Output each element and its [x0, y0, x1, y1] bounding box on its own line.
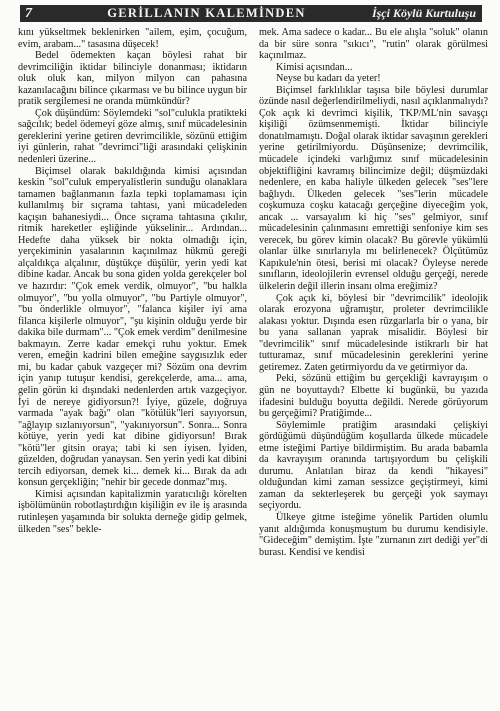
paragraph: Söylemimle pratiğim arasındaki çelişkiyi gördüğümü düşündüğüm koşullarda ülkede mücadele etme isteğimi Partiye bildirmiştim. Bu arada babamla da kavrayışım oranında tartışıyordum bu çelişkili durumu. Anlatılan biraz da kendi "hikayesi" olduğundan kimi zaman sessizce geçiştirmeyi, kimi zaman da sekterleşerek bu gerçeği yok saymayı seçiyordu. [259, 419, 488, 512]
page-number: 7 [25, 5, 32, 21]
section-title: GERİLLANIN KALEMİNDEN [107, 6, 306, 20]
publication-name: İşçi Köylü Kurtuluşu [371, 6, 476, 20]
paragraph: Kimisi açısından... [276, 61, 353, 73]
paragraph: Peki, sözünü ettiğim bu gerçekliği kavrayışım o gün ne boyuttaydı? Elbette ki bugünkü, bu yazıda ifadesini bulduğu boyutta değildi. Nerede görüyorum bu gerçeğimi? Pratiğimde... [259, 373, 488, 420]
paragraph: kını yükseltmek beklenirken "ailem, eşim, çocuğum, evim, arabam..." tasasına düşecek! [18, 27, 247, 50]
paragraph: Neyse bu kadarı da yeter! [276, 73, 381, 85]
page-header-bar [20, 5, 482, 22]
paragraph: Ülkeye gitme isteğime yönelik Partiden olumlu yanıt aldığımda konuşmuştum bu durumu kendisiyle. "Gideceğim" demiştim. İşte "zurnanın zırt dediği yer"di burası. Kendisi ve kendisi [259, 511, 488, 558]
paragraph: Kimisi açısından kapitalizmin yaratıcılığı körelten işbölümünün robotlaştırdığın kişiliğin ev ile iş arasında rutinleşen yaşamında bir solukta derneğe gidip gelmek, ülkeden "ses" bekle- [18, 488, 247, 535]
paragraph: Çok açık ki, böylesi bir "devrimcilik" ideolojik olarak erozyona uğramıştır, proleter devrimcilikle alakası yoktur. Dışında esen rüzgarlarla bir o yana, bir bu yana sallanan yaprak misalidir. Böylesi bir "devrimcilik" sınıf mücadelesinde istikrarlı bir hat tutturamaz, sınıf mücadelesinin gereklerini yerine getiremez. Zaten getirmiyordu da ve getirmiyor da. [259, 292, 488, 373]
paragraph: Biçimsel farklılıklar taşısa bile böylesi durumlar özünde nasıl değerlendirilmeliydi, nasıl açıklanmalıydı? Çok açık ki devrimci kişilik, TKP/ML'nin savaşçı kişiliği özümsenmemişti. İktidar bilinciyle donatılmamıştı. Doğal olarak iktidar savaşının gerekleri yerine getirilmiyordu. Düşünsenize; devrimcilik, mücadele içindeki varlığımız sınıf mücadelesinin objektifliğini kavramış bilincimize değil; düşmüzdaki nedenlere, en kaba haliyle ülkeden gelecek "ses"lere bağlıydı. Ülkeden gelecek "ses"lerin mücadele coşkumuza coşku katacağı gerçeğine diyeceğim yok, ancak ... varsayalım ki hiç "ses" gelmiyor, sınıf mücadelesinin çalınmasını emrettiği senfoniye kim ses verecek, bu görev kimin olacak? Bu görevle yükümlü olanlar ülke sınırlarıyla mı belirlenecek? Ölçütümüz Kapıkule'nin ötesi, berisi mi olacak? Öyleyse nerede sınıfların, ideolojilerin evrensel olduğu gerçeği, nerede ülkelerin değil illerin insanı olma ereğimiz? [259, 84, 488, 293]
paragraph: mek. Ama sadece o kadar... Bu ele alışla "soluk" olanın da bir süre sonra "sıkıcı", "rutin" olarak görülmesi kaçınılmaz. [259, 27, 488, 62]
left-text-column [18, 27, 247, 711]
paragraph: Bedel ödemekten kaçan böylesi rahat bir devrimciliğin iktidar bilinciyle donanması; iktidarın oluk oluk kan, milyon milyon can pahasına kazanılacağını bilince çıkarması ve bu bilince uygun bir pratik sergilemesi ne oranda mümkündür? [18, 50, 247, 108]
right-text-column [259, 27, 488, 711]
paragraph: Çok düşündüm: Söylemdeki "sol"culukla pratikteki sağcılık; bedel ödemeyi göze almış, sınıf mücadelesinin gereklerini yerine getiren devrimcilikle, sözünü ettiğim iyi günlerin, rahat "devrimci"liği arasındaki çelişkinin nedenleri üzerine... [18, 107, 247, 166]
paragraph: Biçimsel olarak bakıldığında kimisi açısından keskin "sol"culuk emperyalistlerin sunduğu olanaklara tamamen bağlanmanın fazla tepki toplamaması için kullanılmış bir sıçrama tahtası, yani mücadeleden kaçışın bahanesiydi... Önce sıçrama tahtasına çıkılır, ritmik hareketler eşliğinde yükselinir... Ardından... Hedefte daha yüksek bir nokta olmadığı için, yerçekiminin yasalarının kaçınılmaz hükmü gereği alçaldıkça alçalınır, düştükçe düşülür, yerin yedi kat dibine kadar. Ancak bu sona giden yolda gerekçeler bol ve hazırdır: "Çok emek verdik, olmuyor", "bu halkla olmuyor", "bu yolla olmuyor", "bu Partiyle olmuyor", "bu önderlikle olmuyor", "falanca kişiler iyi ama filanca kişilerle olmuyor", "şu kişinin olduğu yerde bir dakika bile durmam"... "Çok emek verdim" denilmesine bakmayın. Zerre kadar emekçi ruhu yoktur. Emek veren, emeğin kadrini bilen emeğine saygısızlık eder mi, bu kadar çabuk vazgeçer mi? Sözüm ona devrim için yanıp tutuşur kendisi, gerekçelerde, ama... ama, gelin görün ki dışındaki nedenlerden artık vazgeçiyor. İyi de nereye gidiyorsun?! İyiye, güzele, doğruya varmada "ayak bağı" olan "kötülük"leri sayıyorsun, "ağlayıp sızlanıyorsun", "yakınıyorsun". Sonra... Sonra kötüye, yerin yedi kat dibine gidiyorsun! Bırak "kötü"ler gitsin oraya; tabi ki sen iyisen. İyiden, güzelden, doğrudan yanaysan. Sen yerin yedi kat dibini tercih ediyorsan, demek ki... demek ki... Bırak da adı konsun gerçekliğin; "nehir bir gecede donmaz"mış. [18, 165, 247, 489]
